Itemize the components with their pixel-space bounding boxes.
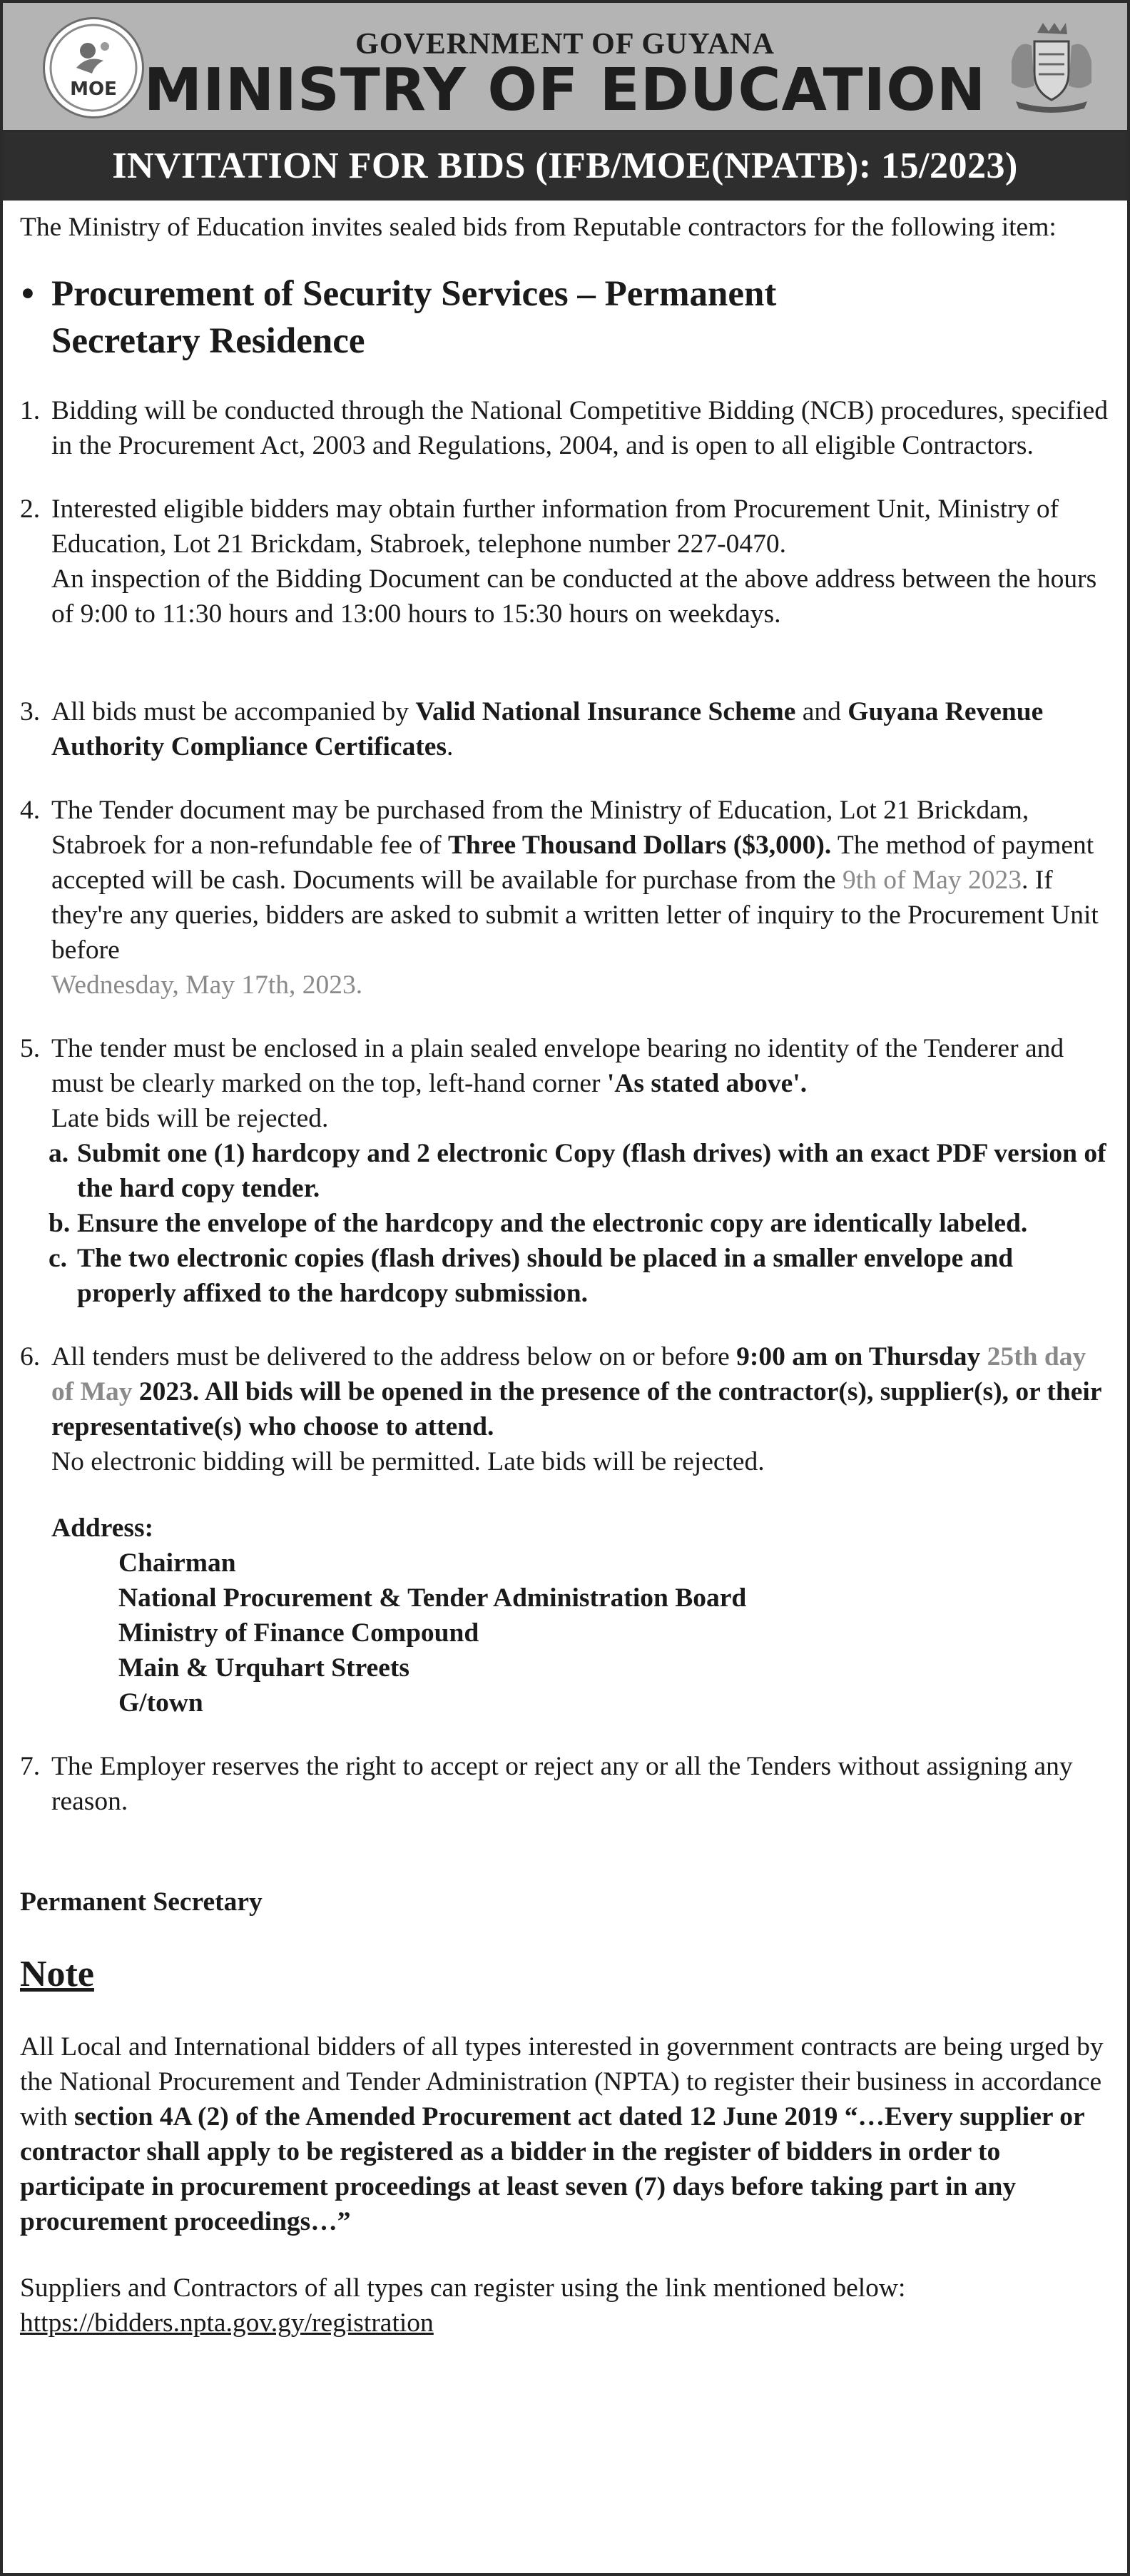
government-title: GOVERNMENT OF GUYANA: [355, 28, 775, 61]
address-block: [20, 1511, 1110, 1720]
address-line: National Procurement & Tender Administration Board: [118, 1583, 747, 1613]
clause-bold-text: 2023. All bids will be opened in the presence of the contractor(s), supplier(s), or their representative(s) who choose to attend.: [51, 1377, 1101, 1441]
address-label: Address:: [51, 1513, 154, 1543]
registration-link[interactable]: https://bidders.npta.gov.gy/registration: [20, 2308, 434, 2338]
procurement-item-line2: Secretary Residence: [51, 321, 365, 361]
address-line: Chairman: [118, 1548, 236, 1578]
clause-5-sub-a: [20, 1136, 1110, 1206]
clause-5-sub-c: [20, 1241, 1110, 1311]
clause-text: An inspection of the Bidding Document can be conducted at the above address between the hours of 9:00 to 11:30 hours and 13:00 hours to 15:30 hours on weekdays.: [51, 564, 1097, 629]
clause-number: 7.: [20, 1752, 41, 1781]
sub-text: The two electronic copies (flash drives) should be placed in a smaller envelope and properly affixed to the hardcopy submission.: [77, 1244, 1014, 1308]
guyana-coat-of-arms-icon: [1002, 17, 1101, 117]
document-body: [20, 210, 1110, 2341]
clause-bold-text: Valid National Insurance Scheme: [415, 697, 796, 726]
clause-text: Interested eligible bidders may obtain further information from Procurement Unit, Ministry of Education, Lot 21 Brickdam, Stabroek, telephone number 227-0470.: [51, 495, 1059, 559]
clause-text: Late bids will be rejected.: [51, 1104, 329, 1133]
clause-5-sub-b: [20, 1206, 1110, 1241]
clause-text: . If they're any queries, bidders are asked to submit a written letter of inquiry to the Procurement Unit before: [51, 866, 1099, 965]
clause-text: The tender must be enclosed in a plain sealed envelope bearing no identity of the Tenderer and must be clearly marked on the top, left-hand corner: [51, 1034, 1064, 1098]
clause-text: .: [447, 732, 454, 761]
signature: Permanent Secretary: [20, 1887, 263, 1917]
header: [3, 3, 1127, 132]
sub-text: Submit one (1) hardcopy and 2 electronic Copy (flash drives) with an exact PDF version of the hard copy tender.: [77, 1139, 1106, 1203]
clause-1: [20, 393, 1110, 463]
deadline-time: 9:00 am on Thursday: [736, 1342, 987, 1371]
clause-4: [20, 793, 1110, 1003]
bullet-icon: •: [21, 274, 34, 314]
address-line: G/town: [118, 1688, 203, 1718]
address-line: Ministry of Finance Compound: [118, 1618, 479, 1648]
clause-7: [20, 1749, 1110, 1819]
ifb-banner-title: INVITATION FOR BIDS (IFB/MOE(NPATB): 15/2023): [3, 132, 1127, 201]
procurement-item: [20, 270, 1110, 365]
procurement-item-line1: Procurement of Security Services – Permanent: [51, 274, 777, 314]
clause-number: 4.: [20, 796, 41, 825]
note-heading: Note: [20, 1954, 94, 1994]
register-text: Suppliers and Contractors of all types can register using the link mentioned below:: [20, 2273, 906, 2303]
intro-text: The Ministry of Education invites sealed bids from Reputable contractors for the following item:: [20, 213, 1057, 242]
clause-text: The Tender document may be purchased from the Ministry of Education, Lot 21 Brickdam, Stabroek for a non-refundable fee of: [51, 796, 1029, 860]
clause-bold-text: Guyana Revenue Authority Compliance Certificates: [51, 697, 1044, 761]
clause-text: The method of payment accepted will be cash. Documents will be available for purchase from the: [51, 831, 1094, 895]
note-bold-text: section 4A (2) of the Amended Procurement act dated 12 June 2019 “…Every supplier or contractor shall apply to be registered as a bidder in the register of bidders in order to participate in procurement proceedings at least seven (7) days before taking part in any procurement proceedings…”: [20, 2102, 1084, 2236]
clause-bold-text: 'As stated above'.: [606, 1069, 808, 1098]
clause-number: 2.: [20, 495, 41, 524]
clause-text: and: [795, 697, 848, 726]
sub-letter: b.: [49, 1209, 71, 1238]
clause-number: 3.: [20, 697, 41, 726]
clause-number: 6.: [20, 1342, 41, 1371]
address-line: Main & Urquhart Streets: [118, 1653, 409, 1683]
clause-number: 5.: [20, 1034, 41, 1063]
clause-text: All bids must be accompanied by: [51, 697, 416, 726]
deadline-date: 25th day of May: [51, 1342, 1086, 1406]
clause-text: All tenders must be delivered to the address below on or before: [51, 1342, 737, 1371]
clause-text: The Employer reserves the right to accept or reject any or all the Tenders without assigning any reason.: [51, 1752, 1073, 1816]
clause-6: [20, 1339, 1110, 1479]
logo-text: MOE: [70, 78, 117, 100]
ministry-title: MINISTRY OF EDUCATION: [143, 56, 987, 124]
clause-text: Bidding will be conducted through the National Competitive Bidding (NCB) procedures, specified in the Procurement Act, 2003 and Regulations, 2004, and is open to all eligible Contractors.: [51, 396, 1108, 460]
clause-3: [20, 694, 1110, 764]
sub-letter: c.: [49, 1244, 68, 1273]
note-text: All Local and International bidders of all types interested in government contracts are being urged by the National Procurement and Tender Administration (NPTA) to register their business in accordance with: [20, 2032, 1104, 2131]
clause-number: 1.: [20, 396, 41, 425]
availability-date: 9th of May 2023: [842, 866, 1022, 895]
sub-letter: a.: [49, 1139, 69, 1168]
fee-amount: Three Thousand Dollars ($3,000).: [448, 831, 832, 860]
clause-text: No electronic bidding will be permitted. Late bids will be rejected.: [51, 1447, 765, 1476]
clause-5: [20, 1031, 1110, 1136]
inquiry-deadline: Wednesday, May 17th, 2023.: [51, 970, 363, 1000]
clause-2: [20, 492, 1110, 632]
note-paragraph: [20, 2029, 1110, 2239]
sub-text: Ensure the envelope of the hardcopy and the electronic copy are identically labeled.: [77, 1209, 1028, 1238]
